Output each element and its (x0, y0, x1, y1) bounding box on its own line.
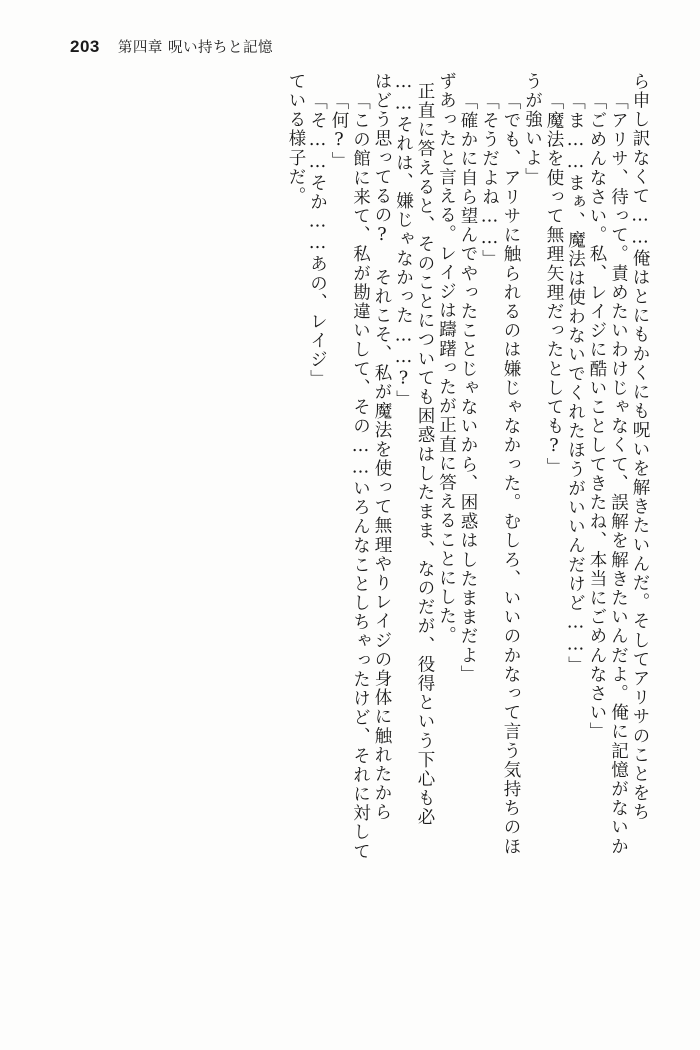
text-line: 「ま……まぁ、魔法は使わないでくれたほうがいいんだけど……」 (565, 92, 586, 675)
text-line: ている様子だ。 (286, 72, 306, 206)
chapter-title: 第四章 呪い持ちと記憶 (117, 40, 273, 56)
text-line: うが強いよ」 (522, 72, 543, 187)
text-line: 「そうだよね……」 (479, 92, 500, 269)
text-line: 「ごめんなさい。私、レイジに酷いことしてきたね、本当にごめんなさい」 (587, 92, 607, 742)
text-line: 「そ……そか……あの、レイジ」 (307, 92, 328, 389)
text-line: 「この館に来て、私が勘違いして、その……いろんなことしちゃったけど、それに対して (350, 92, 371, 861)
text-line: 正直に答えると、そのことについても困惑はしたまま、なのだが、役得という下心も必 (415, 82, 435, 827)
text-line: 「確かに自ら望んでやったことじゃないから、困惑はしたままだよ」 (458, 92, 478, 685)
text-line: 「魔法を使って無理矢理だったとしても?」 (544, 92, 564, 477)
text-line: ずあったと言える。レイジは躊躇ったが正直に答えることにした。 (436, 72, 457, 645)
page-number: 203 (70, 37, 100, 56)
text-line: 「何?」 (329, 92, 349, 171)
text-line: 「アリサ、待って。責めたいわけじゃなくて、誤解を解きたいんだよ。俺に記憶がないか (608, 92, 629, 856)
text-line: はどう思ってるの? それこそ、私が魔法を使って無理やりレイジの身体に触れたから (372, 72, 392, 822)
text-line: ……それは、嫌じゃなかった……?」 (393, 72, 414, 410)
text-line: ら申し訳なくて……俺はとにもかくにも呪いを解きたいんだ。そしてアリサのことをち (630, 72, 650, 822)
text-line: 「でも、アリサに触られるのは嫌じゃなかった。むしろ、いいのかなって言う気持ちのほ (501, 92, 521, 856)
running-head (70, 36, 273, 57)
vertical-body-text (283, 72, 649, 992)
